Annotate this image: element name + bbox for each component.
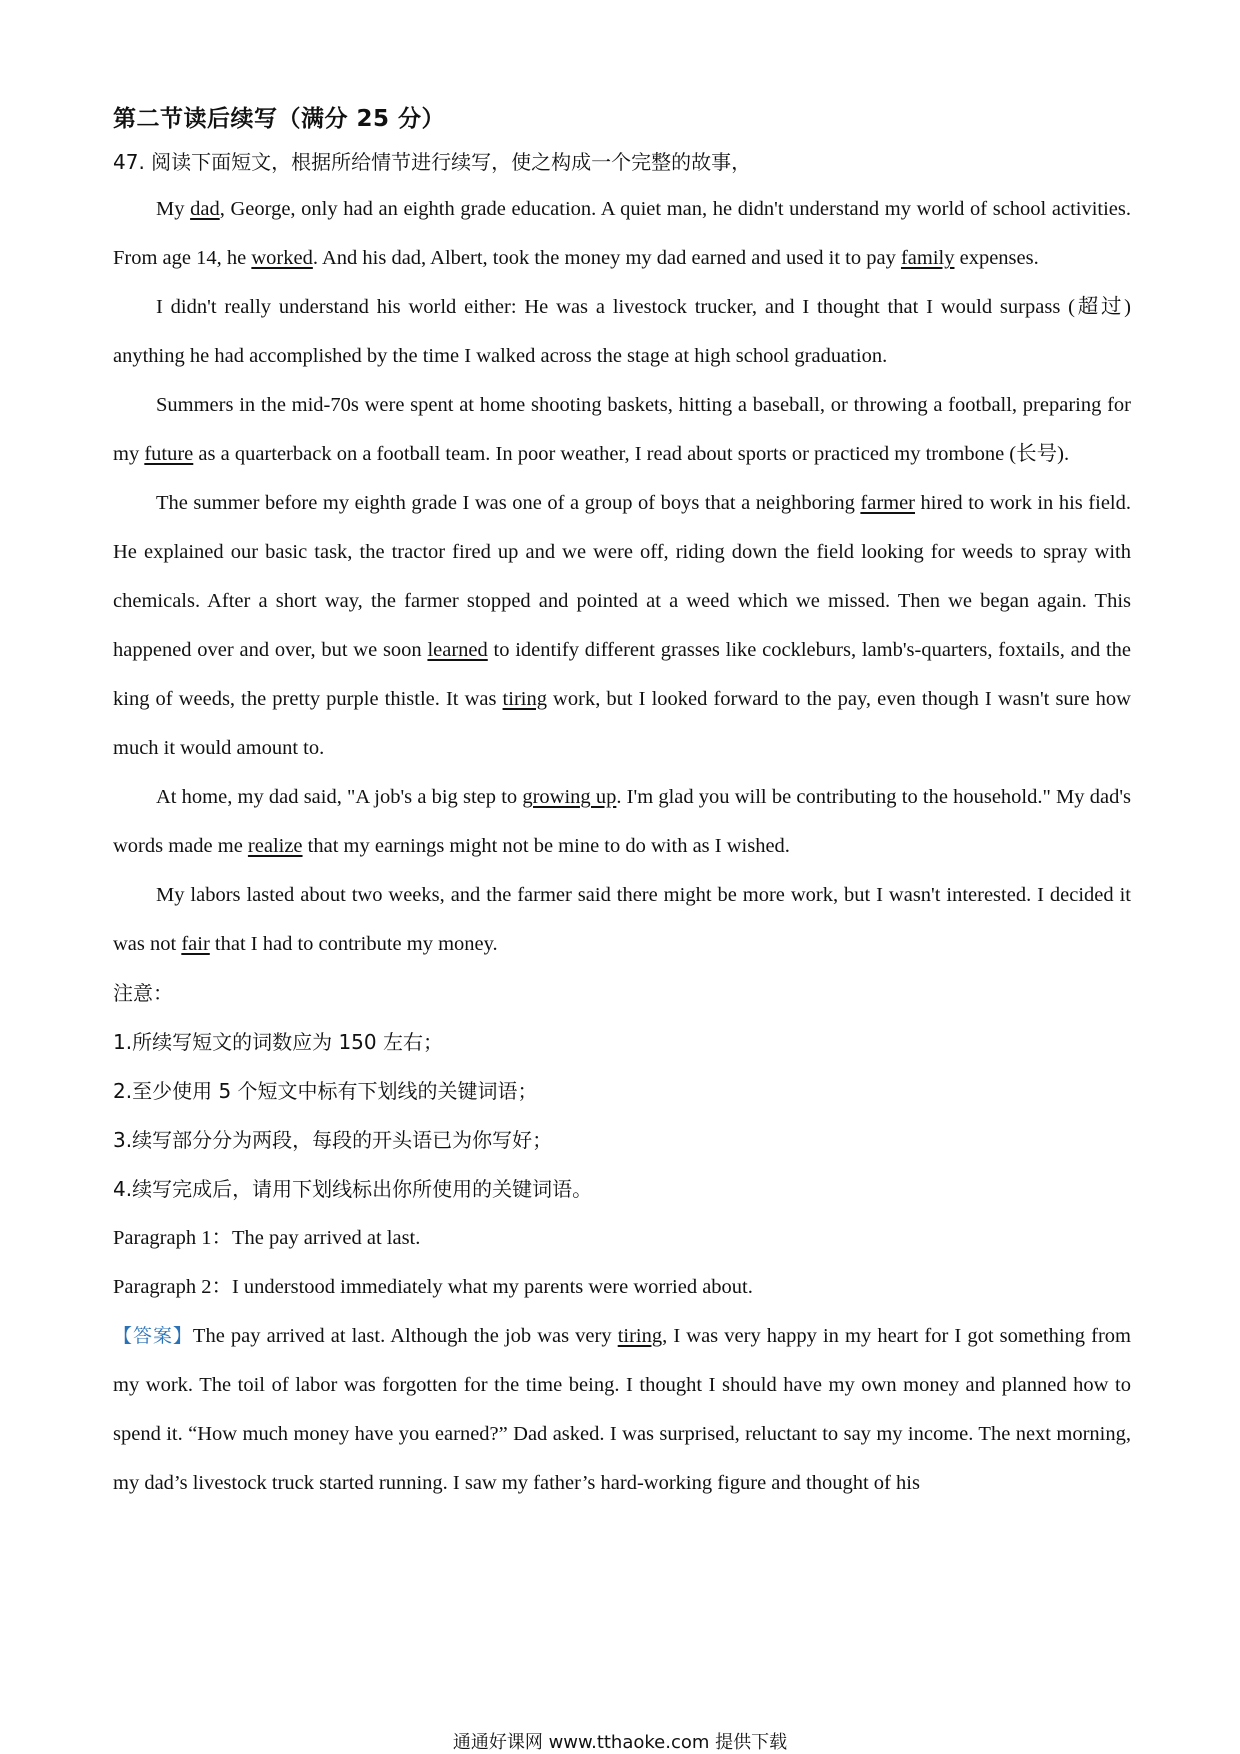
text-run: . I'm glad you will be contributing to the household." My dad's words made me xyxy=(113,786,1131,857)
keyword-underlined: worked xyxy=(251,247,313,269)
keyword-underlined: future xyxy=(144,443,194,465)
passage-paragraph xyxy=(113,479,1131,773)
paragraph-1-prompt: Paragraph 1：The pay arrived at last. xyxy=(113,1227,421,1249)
keyword-underlined: tiring xyxy=(502,688,547,710)
answer-tag: 【答案】 xyxy=(113,1325,193,1347)
note-item: 2.至少使用 5 个短文中标有下划线的关键词语； xyxy=(113,1079,538,1103)
text-run: , George, only had an eighth grade education. A quiet man, he didn't understand my world of school activities. From age 14, he xyxy=(113,198,1131,269)
text-run: At home, my dad said, "A job's a big step to xyxy=(156,786,523,808)
passage-paragraph xyxy=(113,381,1131,479)
keyword-underlined: growing up xyxy=(522,786,617,808)
passage-paragraph xyxy=(113,773,1131,871)
note-item: 4.续写完成后，请用下划线标出你所使用的关键词语。 xyxy=(113,1177,593,1201)
notes-block xyxy=(113,969,1131,1214)
footer-watermark: 通通好课网 www.tthaoke.com 提供下载 xyxy=(452,1732,788,1753)
answer-text xyxy=(113,1325,1131,1494)
keyword-underlined: fair xyxy=(181,933,210,955)
passage-body xyxy=(113,185,1131,1508)
text-run: , I was very happy in my heart for I got something from my work. The toil of labor was forgotten for the time being. I thought I should have my own money and planned how to spend it. “How much money have you earned?” Dad asked. I was surprised, reluctant to say my income. The next morning, my dad’s livestock truck started running. I saw my father’s hard-working figure and thought of his xyxy=(113,1325,1131,1494)
passage xyxy=(113,185,1131,969)
keyword-underlined: learned xyxy=(427,639,488,661)
text-run: hired to work in his field. He explained our basic task, the tractor fired up and we were off, riding down the field looking for weeds to spray with chemicals. After a short way, the farmer stopped and pointed at a weed which we missed. Then we began again. This happened over and over, but we soon xyxy=(113,492,1131,661)
text-run: as a quarterback on a football team. In poor weather, I read about sports or practiced my trombone (长号). xyxy=(193,443,1070,465)
note-item: 1.所续写短文的词数应为 150 左右； xyxy=(113,1030,443,1054)
notes-title: 注意： xyxy=(113,981,173,1005)
text-run: The pay arrived at last. Although the job was very xyxy=(192,1325,618,1347)
text-run: I didn't really understand his world either: He was a livestock trucker, and I thought that I would surpass (超过) anything he had accomplished by the time I walked across the stage at high school graduation. xyxy=(113,296,1131,367)
text-run: The summer before my eighth grade I was one of a group of boys that a neighboring xyxy=(156,492,861,514)
text-run: that I had to contribute my money. xyxy=(209,933,498,955)
keyword-underlined: tiring xyxy=(617,1325,663,1347)
keyword-underlined: farmer xyxy=(860,492,916,514)
text-run: work, but I looked forward to the pay, even though I wasn't sure how much it would amount to. xyxy=(113,688,1131,759)
answer-paragraph xyxy=(113,1312,1131,1508)
passage-paragraph xyxy=(113,871,1131,969)
passage-paragraph xyxy=(113,185,1131,283)
keyword-underlined: family xyxy=(900,247,955,269)
question-instruction: 47. 阅读下面短文，根据所给情节进行续写，使之构成一个完整的故事， xyxy=(113,150,752,174)
passage-paragraph xyxy=(113,283,1131,381)
paragraph-2-prompt: Paragraph 2：I understood immediately what my parents were worried about. xyxy=(113,1276,753,1298)
text-run: Summers in the mid-70s were spent at home shooting baskets, hitting a baseball, or throwing a football, preparing for my xyxy=(113,394,1131,465)
text-run: . And his dad, Albert, took the money my dad earned and used it to pay xyxy=(312,247,901,269)
text-run: expenses. xyxy=(954,247,1039,269)
section-title: 第二节读后续写（满分 25 分） xyxy=(113,106,446,132)
note-item: 3.续写部分分为两段，每段的开头语已为你写好； xyxy=(113,1128,553,1152)
text-run: that my earnings might not be mine to do with as I wished. xyxy=(302,835,790,857)
keyword-underlined: dad xyxy=(190,198,220,220)
text-run: My labors lasted about two weeks, and the farmer said there might be more work, but I wasn't interested. I decided it was not xyxy=(113,884,1131,955)
text-run: to identify different grasses like cockleburs, lamb's-quarters, foxtails, and the king of weeds, the pretty purple thistle. It was xyxy=(113,639,1132,710)
text-run: My xyxy=(156,198,191,220)
keyword-underlined: realize xyxy=(247,835,303,857)
